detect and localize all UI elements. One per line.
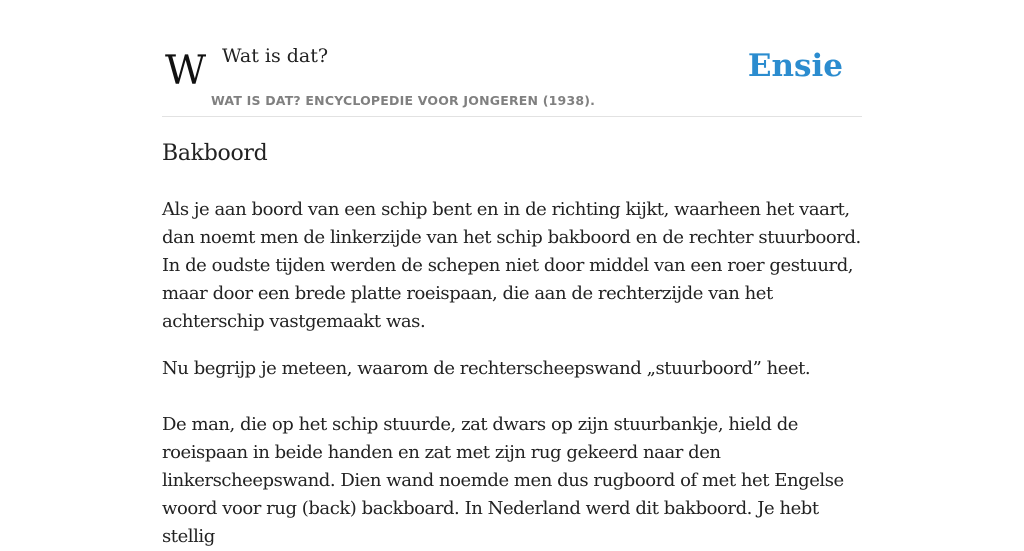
article-paragraph: De man, die op het schip stuurde, zat dwars op zijn stuurbankje, hield de roeispaan in beide handen en zat met zijn rug gekeerd naar den linkerscheepswand. Dien wand noemde men dus rugboord of met het Engelse woord voor rug (back) backboard. In Nederland werd dit bakboord. Je hebt stellig: [162, 414, 844, 547]
wikipedia-logo-icon[interactable]: W: [165, 48, 207, 94]
article-paragraph: Als je aan boord van een schip bent en in de richting kijkt, waarheen het vaart, dan noemt men de linkerzijde van het schip bakboord en de rechter stuurboord. In de oudste tijden werden de schepen niet door middel van een roer gestuurd, maar door een brede platte roeispaan, die aan de rechterzijde van het achterschip vastgemaakt was.: [162, 199, 861, 332]
article: [162, 138, 862, 551]
article-paragraph: Nu begrijp je meteen, waarom de rechterscheepswand „stuurboord” heet.: [162, 358, 811, 379]
ensie-brand-link[interactable]: Ensie: [747, 48, 843, 84]
article-title: Bakboord: [162, 141, 268, 166]
site-header: [162, 40, 862, 117]
site-title[interactable]: Wat is dat?: [222, 45, 329, 67]
site-subtitle: WAT IS DAT? ENCYCLOPEDIE VOOR JONGEREN (1938).: [211, 93, 596, 108]
